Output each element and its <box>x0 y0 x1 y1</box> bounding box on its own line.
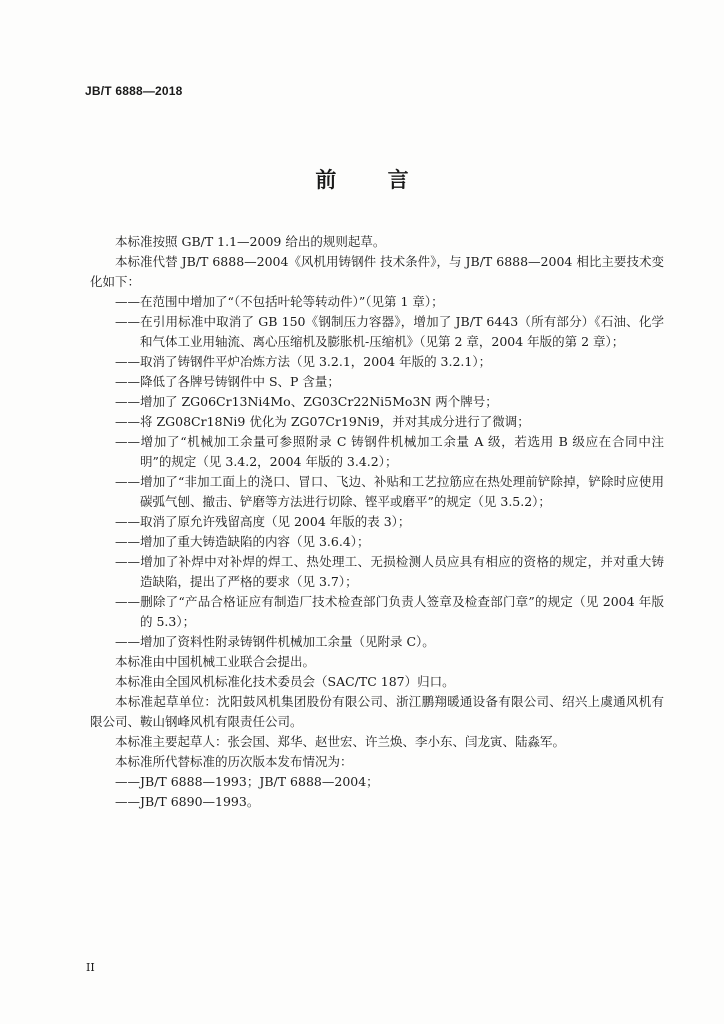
history-item <box>90 772 664 792</box>
paragraph-drafters: 本标准主要起草人：张会国、郑华、赵世宏、许兰焕、李小东、闫龙寅、陆淼军。 <box>115 734 566 749</box>
history-list <box>90 772 664 812</box>
dash-marker: —— <box>115 554 140 569</box>
change-item <box>90 472 664 512</box>
dash-marker: —— <box>115 514 140 529</box>
paragraph-history-intro: 本标准所代替标准的历次版本发布情况为： <box>115 754 353 769</box>
paragraph-committee: 本标准由全国风机标准化技术委员会（SAC/TC 187）归口。 <box>115 674 455 689</box>
change-item <box>90 592 664 632</box>
change-item <box>90 352 664 372</box>
change-item <box>90 392 664 412</box>
change-text: 增加了 ZG06Cr13Ni4Mo、ZG03Cr22Ni5Mo3N 两个牌号； <box>140 394 498 409</box>
dash-marker: —— <box>115 414 140 429</box>
dash-marker: —— <box>115 634 140 649</box>
dash-marker: —— <box>115 354 140 369</box>
history-text: JB/T 6890—1993。 <box>140 794 260 809</box>
change-text: 增加了“机械加工余量可参照附录 C 铸钢件机械加工余量 A 级，若选用 B 级应在合同中注明”的规定（见 3.4.2，2004 年版的 3.4.2）； <box>140 434 664 469</box>
dash-marker: —— <box>115 474 140 489</box>
paragraph-replacement: 本标准代替 JB/T 6888—2004《风机用铸钢件 技术条件》，与 JB/T 6888—2004 相比主要技术变化如下： <box>90 254 664 289</box>
change-item <box>90 372 664 392</box>
dash-marker: —— <box>115 314 140 329</box>
page-title: 前 言 <box>315 168 431 192</box>
change-text: 取消了原允许残留高度（见 2004 年版的表 3）； <box>140 514 411 529</box>
change-text: 在范围中增加了“（不包括叶轮等转动件）”（见第 1 章）； <box>140 294 444 309</box>
change-item <box>90 532 664 552</box>
page-number: II <box>86 961 95 974</box>
change-item <box>90 312 664 352</box>
paragraph-drafting-units: 本标准起草单位：沈阳鼓风机集团股份有限公司、浙江鹏翔暖通设备有限公司、绍兴上虞通风机有限公司、鞍山钢峰风机有限责任公司。 <box>90 694 664 729</box>
change-item <box>90 432 664 472</box>
paragraph-drafting-rules: 本标准按照 GB/T 1.1—2009 给出的规则起草。 <box>115 234 386 249</box>
change-item <box>90 552 664 592</box>
dash-marker: —— <box>115 794 140 809</box>
change-item <box>90 512 664 532</box>
change-item <box>90 292 664 312</box>
history-text: JB/T 6888—1993；JB/T 6888—2004； <box>140 774 379 789</box>
standard-code-header: JB/T 6888—2018 <box>85 84 183 98</box>
change-text: 取消了铸钢件平炉冶炼方法（见 3.2.1，2004 年版的 3.2.1）； <box>140 354 492 369</box>
change-text: 增加了补焊中对补焊的焊工、热处理工、无损检测人员应具有相应的资格的规定，并对重大铸造缺陷，提出了严格的要求（见 3.7）； <box>140 554 664 589</box>
history-item <box>90 792 664 812</box>
change-text: 在引用标准中取消了 GB 150《钢制压力容器》，增加了 JB/T 6443（所有部分）《石油、化学和气体工业用轴流、离心压缩机及膨胀机-压缩机》（见第 2 章，2004 年版的第 2 章）； <box>140 314 664 349</box>
change-text: 增加了资料性附录铸钢件机械加工余量（见附录 C）。 <box>140 634 435 649</box>
dash-marker: —— <box>115 774 140 789</box>
change-text: 降低了各牌号铸钢件中 S、P 含量； <box>140 374 340 389</box>
change-list <box>90 292 664 652</box>
dash-marker: —— <box>115 394 140 409</box>
change-text: 将 ZG08Cr18Ni9 优化为 ZG07Cr19Ni9，并对其成分进行了微调； <box>140 414 530 429</box>
change-text: 增加了“非加工面上的浇口、冒口、飞边、补贴和工艺拉筋应在热处理前铲除掉，铲除时应使用碳弧气刨、撤击、铲磨等方法进行切除、铿平或磨平”的规定（见 3.5.2）； <box>140 474 664 509</box>
dash-marker: —— <box>115 434 140 449</box>
change-item <box>90 632 664 652</box>
dash-marker: —— <box>115 374 140 389</box>
foreword-body <box>90 232 664 812</box>
dash-marker: —— <box>115 534 140 549</box>
change-text: 增加了重大铸造缺陷的内容（见 3.6.4）； <box>140 534 370 549</box>
change-item <box>90 412 664 432</box>
change-text: 删除了“产品合格证应有制造厂技术检查部门负责人签章及检查部门章”的规定（见 2004 年版的 5.3）； <box>140 594 664 629</box>
paragraph-proposer: 本标准由中国机械工业联合会提出。 <box>115 654 316 669</box>
dash-marker: —— <box>115 594 140 609</box>
dash-marker: —— <box>115 294 140 309</box>
